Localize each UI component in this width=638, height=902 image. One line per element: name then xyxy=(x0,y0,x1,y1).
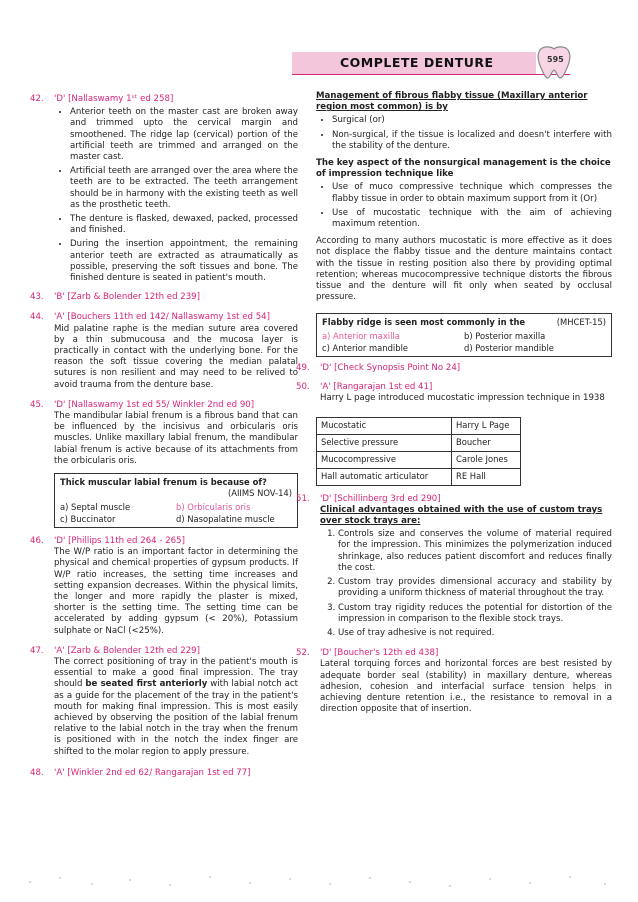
answer-51 xyxy=(296,494,612,642)
bullet-list xyxy=(316,115,612,152)
key-aspect-heading: The key aspect of the nonsurgical management is the choice of impression technique like xyxy=(316,158,611,180)
answer-number: 42. xyxy=(30,94,44,104)
answer-50 xyxy=(296,382,612,404)
answer-reference: 'D' [Check Synopsis Point No 24] xyxy=(320,363,461,374)
answer-number: 50. xyxy=(296,382,310,393)
answer-text: The mandibular labial frenum is a fibrous band that can be influenced by the incisivus and orbicularis oris muscles. Unlike maxillary labial frenum, the mandibular labial frenum is active because of its attachments from the orbicularis oris. xyxy=(54,411,298,466)
answer-reference: 'D' [Nallaswamy 1ˢᵗ ed 258] xyxy=(54,94,174,104)
table-cell: Selective pressure xyxy=(317,434,452,451)
table-row xyxy=(317,417,521,434)
answer-47 xyxy=(30,646,298,758)
table-row xyxy=(317,468,521,485)
answer-text: Mid palatine raphe is the median suture area covered by a thin submucousa and the mucosa layer is practically in contact with the underlying bone. For the reason the soft tissue covering the median palatal sutures is non resilient and may need to be relived to avoid trauma from the denture base. xyxy=(54,323,298,390)
answer-45 xyxy=(30,400,298,467)
chapter-title: COMPLETE DENTURE xyxy=(340,55,494,70)
option-d: d) Nasopalatine muscle xyxy=(176,513,275,524)
list-item: • During the insertion appointment, the remaining anterior teeth are extracted as atraumatically as possible, preserving the soft tissues and bone. The finished denture is seated in patient's mouth. xyxy=(70,239,298,284)
list-item: 1. Controls size and conserves the volume of material required for the impression. This minimizes the polymerization induced shrinkage, also reduces patient discomfort and reduces finally the cost. xyxy=(338,529,612,574)
header-rule xyxy=(292,74,570,75)
answer-text-part: The correct positioning of tray in the patient's mouth is essential to make a good final impression. The tray should xyxy=(54,656,298,690)
list-item: • Use of mucostatic technique with the aim of achieving maximum retention. xyxy=(332,208,612,230)
left-column xyxy=(30,91,298,779)
technique-table xyxy=(316,417,521,486)
options-grid xyxy=(60,502,292,525)
answer-number: 48. xyxy=(30,767,44,778)
answer-42 xyxy=(30,94,298,287)
list-item: 4. Use of tray adhesive is not required. xyxy=(338,628,612,639)
option-b: b) Posterior maxilla xyxy=(464,330,546,341)
option-c: c) Anterior mandible xyxy=(322,342,409,353)
question-text: Thick muscular labial frenum is because of? xyxy=(60,477,267,488)
question-text: Flabby ridge is seen most commonly in the xyxy=(322,317,526,328)
answer-52 xyxy=(296,648,612,715)
answer-reference: 'A' [Zarb & Bolender 12th ed 229] xyxy=(54,645,200,656)
table-cell: Carole Jones xyxy=(452,451,521,468)
answer-48 xyxy=(30,768,298,779)
answer-number: 44. xyxy=(30,312,44,323)
table-row xyxy=(317,434,521,451)
answer-reference: 'B' [Zarb & Bolender 12th ed 239] xyxy=(54,292,201,303)
answer-reference: 'D' [Nallaswamy 1st ed 55/ Winkler 2nd ed 90] xyxy=(54,399,255,410)
option-a: a) Septal muscle xyxy=(60,501,131,512)
footer-dot-pattern xyxy=(0,872,638,892)
right-column xyxy=(296,91,612,715)
management-heading: Management of fibrous flabby tissue (Maxillary anterior region most common) is by xyxy=(316,91,588,113)
bullet-list xyxy=(54,107,298,284)
answer-number: 51. xyxy=(296,493,310,504)
table-row xyxy=(317,451,521,468)
answer-text-bold: be seated first anteriorly xyxy=(85,679,208,690)
answer-43 xyxy=(30,292,298,303)
answer-heading: Clinical advantages obtained with the use of custom trays over stock trays are: xyxy=(320,504,603,527)
answer-number: 43. xyxy=(30,292,44,303)
answer-46 xyxy=(30,536,298,637)
answer-reference: 'A' [Winkler 2nd ed 62/ Rangarajan 1st ed 77] xyxy=(54,767,251,778)
answer-number: 52. xyxy=(296,648,310,659)
list-item: • Artificial teeth are arranged over the area where the teeth are to be extracted. The teeth arrangement should be in harmony with the existing teeth as well as the prosthetic teeth. xyxy=(70,166,298,211)
answer-text xyxy=(54,657,298,758)
answer-number: 46. xyxy=(30,535,44,546)
table-cell: Boucher xyxy=(452,434,521,451)
question-source: (AIIMS NOV-14) xyxy=(227,488,292,499)
answer-reference: 'D' [Boucher's 12th ed 438] xyxy=(320,648,439,659)
list-item: 2. Custom tray provides dimensional accuracy and stability by providing a uniform thickness of material throughout the tray. xyxy=(338,577,612,599)
answer-reference: 'D' [Schillinberg 3rd ed 290] xyxy=(320,493,441,504)
answer-number: 45. xyxy=(30,399,44,410)
answer-reference: 'A' [Bouchers 11th ed 142/ Nallaswamy 1st ed 54] xyxy=(54,312,270,323)
answer-49 xyxy=(296,363,612,374)
option-b: b) Orbicularis oris xyxy=(176,501,251,512)
list-item: 3. Custom tray rigidity reduces the potential for distortion of the impression in comparison to the flexible stock trays. xyxy=(338,603,612,625)
list-item: • Surgical (or) xyxy=(332,115,612,126)
table-cell: Harry L Page xyxy=(452,417,521,434)
answer-text: The W/P ratio is an important factor in determining the physical and chemical properties of gypsum products. If W/P ratio increases, the setting time increases and setting expansion decreases. Within the physical limits, the longer and more rapidly the plaster is mixed, shorter is the setting time. The setting time can be accelerated by adding gypsum (< 20%), Potassium sulphate or NaCl (<25%). xyxy=(54,547,298,636)
question-box xyxy=(316,313,612,357)
option-a: a) Anterior maxilla xyxy=(322,330,400,341)
list-item: • Use of muco compressive technique which compresses the flabby tissue in order to obtain maximum support from it (Or) xyxy=(332,182,612,204)
options-grid xyxy=(322,331,606,354)
list-item: • Anterior teeth on the master cast are broken away and trimmed upto the cervical margin and smoothened. The ridge lap (cervical) portion of the artificial teeth are trimmed and arranged on the master cast. xyxy=(70,107,298,163)
table-cell: Hall automatic articulator xyxy=(317,468,452,485)
table-cell: Mucocompressive xyxy=(317,451,452,468)
question-source: (MHCET-15) xyxy=(556,317,606,328)
table-cell: RE Hall xyxy=(452,468,521,485)
list-item: • Non-surgical, if the tissue is localized and doesn't interfere with the stability of the denture. xyxy=(332,130,612,152)
answer-reference: 'D' [Phillips 11th ed 264 - 265] xyxy=(54,535,185,546)
answer-44 xyxy=(30,312,298,390)
page-number: 595 xyxy=(547,55,564,64)
paragraph: According to many authors mucostatic is more effective as it does not displace the flabby tissue and the denture maintains contact with the tissue in resting position also there by providing optimal retention; whereas mucocompressive technique distorts the fibrous tissue and the denture will fit only when seated by occlusal pressure. xyxy=(316,236,612,303)
answer-reference: 'A' [Rangarajan 1st ed 41] xyxy=(320,382,433,393)
option-d: d) Posterior mandible xyxy=(464,342,554,353)
table-cell: Mucostatic xyxy=(317,417,452,434)
question-box xyxy=(54,473,298,528)
numbered-list xyxy=(320,529,612,639)
bullet-list xyxy=(316,182,612,230)
answer-number: 47. xyxy=(30,645,44,656)
answer-text: Lateral torquing forces and horizontal forces are best resisted by adequate border seal (stability) in maxillary denture, whereas adhesion, cohesion and interfacial surface tension helps in achieving denture retention i.e., the resistance to removal in a direction opposite that of insertion. xyxy=(320,659,612,715)
list-item: • The denture is flasked, dewaxed, packed, processed and finished. xyxy=(70,214,298,236)
option-c: c) Buccinator xyxy=(60,513,116,524)
answer-text: Harry L page introduced mucostatic impression technique in 1938 xyxy=(320,393,605,404)
answer-text-part: with labial notch act as a guide for the placement of the tray in the patient's mouth for making final impression. This is most easily achieved by observing the position of the labial frenum relative to the labial notch in the tray when the frenum is positioned with in the notch the index finger are shifted to the molar region to apply pressure. xyxy=(54,679,298,757)
answer-number: 49. xyxy=(296,363,310,374)
